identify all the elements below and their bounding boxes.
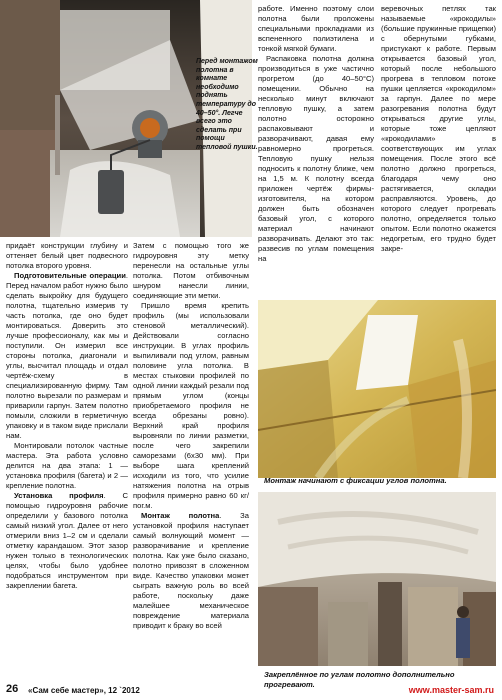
paragraph: придаёт конструкции глубину и оттеняет белый цвет подвесного потолка второго уровня.: [6, 241, 128, 270]
photo-mid-caption: Монтаж начинают с фиксации углов полотна.: [264, 476, 447, 485]
paragraph-text: . За установкой профиля наступает самый волнующий момент — разворачивание и крепление полотна. Как уже было сказано, полотно привозят в сложенном виде. Качество упаковки может сыграть важную роль во всей работе, поскольку даже малейшее механическое повреждение материала приводит к браку во всей: [133, 511, 249, 630]
article-column-2: [133, 241, 249, 631]
section-heading: Установка профиля: [14, 491, 104, 500]
article-column-3: [258, 4, 374, 264]
paragraph: [133, 511, 249, 631]
paragraph: Монтировали потолок частные мастера. Эта работа условно делится на два этапа: 1 — установка профиля (багета) и 2 — крепление полотна.: [6, 441, 128, 490]
issue-label: «Сам себе мастер», 12 `2012: [28, 686, 140, 695]
photo-top-caption: Перед монтажом полотна в комнате необходимо поднять температуру до 40–50°. Легче всего это сделать при помощи тепловой пушки.: [196, 58, 258, 151]
paragraph-text: . С помощью гидроуровня рабочие определили у базового потолка самый низкий угол. Далее от него отмерили вниз 1–2 см и сделали отметку карандашом. Этот зазор нужен только в технологических целях, чтобы было удобнее подобраться инструментом при закреплении багета.: [6, 491, 128, 590]
paragraph: [6, 271, 128, 441]
section-heading: Монтаж полотна: [141, 511, 220, 520]
photo-canvas-heating: [258, 492, 496, 666]
website-link[interactable]: www.master-sam.ru: [408, 685, 494, 695]
photo-corner-fixing: [258, 300, 496, 478]
page-footer: [6, 684, 496, 698]
article-column-4: [381, 4, 496, 254]
page-number: 26: [6, 683, 19, 695]
paragraph: Пришло время крепить профиль (мы использовали стеновой металлический). Действовали согласно инструкции. В углах профиль выпиливали под углом, равным половине угла потолка. В местах стыковки профилей по одной линии каждый резали под прямым углом (концы приобретаемого профиля не всегда обрезаны ровно). Верхний край профиля выровняли по линии разметки, после чего закрепили саморезами (6x30 мм). При выборе шага креплений исходили из того, что усилие натяжения полотна на отрыв профиля примерно равно 60 кг/пог.м.: [133, 301, 249, 510]
article-column-1: [6, 241, 128, 591]
paragraph: работе. Именно поэтому слои полотна были проложены специальными прокладками из вспененного полиэтилена и тонкой мягкой бумаги.: [258, 4, 374, 53]
paragraph: веревочных петлях так называемые «крокодилы» (большие пружинные прищепки) с обернутыми губками, пристукают к работе. Первым открывается базовый угол, который после небольшого прогрева в тепловом потоке пушки цепляется «крокодилом» за гарпун. Далее по мере разогревания полотна будут открываться другие углы, которые тоже цепляют «крокодилами» в соответствующих им углах помещения. После этого всё полотно должно прогреться, благодаря чему оно растягивается, складки расправляются. Уровень, до которого следует прогревать полотно, определяется только опытом. Если полотно окажется недогретым, его трудно будет закре-: [381, 4, 496, 253]
paragraph: [6, 491, 128, 591]
paragraph: Распаковка полотна должна производиться в уже частично прогретом (до 40–50°С) помещении. Обычно на несколько минут включают тепловую пушку, а затем полотно осторожно распаковывают и разворачивают, давая ему равномерно прогреться. Тепловую пушку нельзя подносить к полотну ближе, чем на 1,5 м. К полотну всегда приложен чертёж фирмы-изготовителя, на котором должен быть обозначен базовый угол, с которого материал начинают разворачивать. Делают это так: развесив по углам помещения на: [258, 54, 374, 263]
section-heading: Подготовительные операции: [14, 271, 126, 280]
photo-bottom-caption: Закреплённое по углам полотно дополнительно прогревают.: [264, 670, 455, 689]
paragraph-text: . Перед началом работ нужно было сделать выкройку для будущего полотна, тщательно измерив ту часть потолка, где оно будет монтироваться. Доверить это лучше профессионалу, как мы и поступили. Он измерил все стороны потолка, диагонали и углы, высчитал площадь и отдал чертёж-схему в специализированную фирму. Там полотно вырезали по размерам и приварили гарпун. Затем полотно помыли, сложили в герметичную упаковку и в таком виде прислали нам.: [6, 271, 128, 440]
paragraph: Затем с помощью того же гидроуровня эту метку перенесли на остальные углы потолка. Потом отбивочным шнуром нанесли линии, соединяющие эти метки.: [133, 241, 249, 300]
